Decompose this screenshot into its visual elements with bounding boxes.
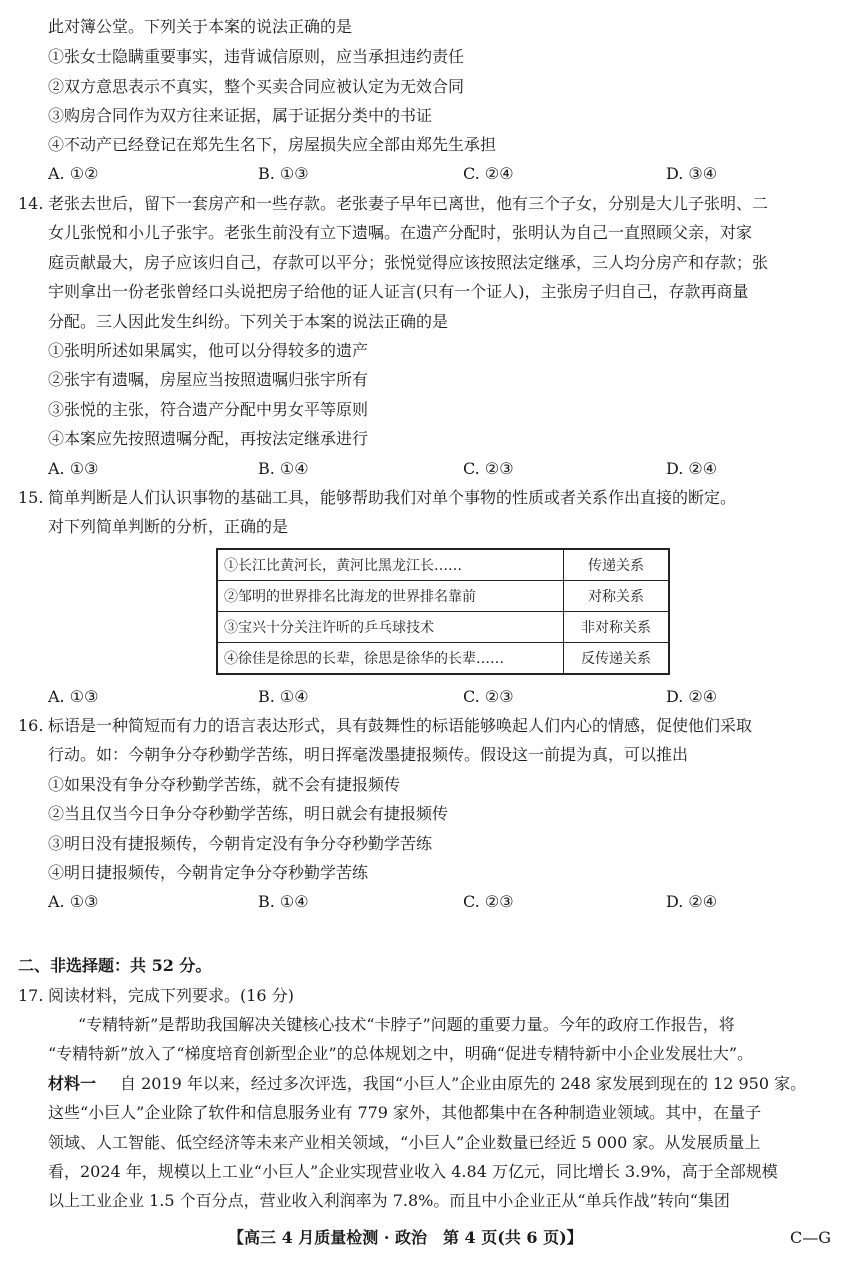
q16-stem-line-2: 行动。如：今朝争分夺秒勤学苦练，明日挥毫泼墨捷报频传。假设这一前提为真，可以推出: [48, 745, 689, 764]
q15-option-a: A. ①③: [48, 687, 99, 706]
q16-number: 16.: [18, 716, 44, 735]
q13-option-a: A. ①②: [48, 164, 99, 183]
q17-number: 17.: [18, 986, 44, 1005]
q14-option-d: D. ②④: [666, 459, 718, 478]
table-row: [217, 549, 669, 581]
q14-stem-line-2: 女儿张悦和小儿子张宇。老张生前没有立下遗嘱。在遗产分配时，张明认为自己一直照顾父亲，对家: [48, 223, 753, 242]
q14-option-c: C. ②③: [463, 459, 514, 478]
q14-item-1: ①张明所述如果属实，他可以分得较多的遗产: [48, 341, 369, 360]
q16-option-a: A. ①③: [48, 892, 99, 911]
q15-relation-3: 非对称关系: [564, 612, 670, 643]
q15-stem-line-2: 对下列简单判断的分析，正确的是: [48, 517, 289, 536]
q17-intro-line-2: “专精特新”放入了“梯度培育创新型企业”的总体规划之中，明确“促进专精特新中小企业发展壮大”。: [48, 1044, 754, 1063]
q15-judgment-table: [216, 548, 670, 675]
q14-item-3: ③张悦的主张，符合遗产分配中男女平等原则: [48, 400, 369, 419]
q14-stem-line-1: 老张去世后，留下一套房产和一些存款。老张妻子早年已离世，他有三个子女，分别是大儿子张明、二: [48, 194, 769, 213]
q17-material-line-5: 以上工业企业 1.5 个百分点，营业收入利润率为 7.8%。而且中小企业正从“单兵作战”转向“集团: [48, 1191, 730, 1210]
q14-item-4: ④本案应先按照遗嘱分配，再按法定继承进行: [48, 429, 369, 448]
q14-options: [48, 458, 828, 480]
q14-option-a: A. ①③: [48, 459, 99, 478]
q14-item-2: ②张宇有遗嘱，房屋应当按照遗嘱归张宇所有: [48, 370, 369, 389]
q15-option-c: C. ②③: [463, 687, 514, 706]
q13-item-2: ②双方意思表示不真实，整个买卖合同应被认定为无效合同: [48, 77, 465, 96]
footer-code: C—G: [790, 1228, 832, 1247]
q16-item-2: ②当且仅当今日争分夺秒勤学苦练，明日就会有捷报频传: [48, 804, 449, 823]
q15-stem-line-1: 简单判断是人们认识事物的基础工具，能够帮助我们对单个事物的性质或者关系作出直接的断定。: [48, 488, 737, 507]
q17-intro-line-1: “专精特新”是帮助我国解决关键核心技术“卡脖子”问题的重要力量。今年的政府工作报告，将: [78, 1015, 735, 1034]
q16-option-d: D. ②④: [666, 892, 718, 911]
q13-item-1: ①张女士隐瞒重要事实，违背诚信原则，应当承担违约责任: [48, 47, 465, 66]
q16-item-3: ③明日没有捷报频传，今朝肯定没有争分夺秒勤学苦练: [48, 834, 433, 853]
q17-material-line-4: 看，2024 年，规模以上工业“小巨人”企业实现营业收入 4.84 万亿元，同比增长 3.9%，高于全部规模: [48, 1162, 778, 1181]
q15-statement-4: ④徐佳是徐思的长辈，徐思是徐华的长辈……: [217, 643, 564, 675]
q13-option-c: C. ②④: [463, 164, 514, 183]
table-row: [217, 612, 669, 643]
q13-option-b: B. ①③: [258, 164, 309, 183]
q14-stem-line-4: 宇则拿出一份老张曾经口头说把房子给他的证人证言(只有一个证人)，主张房子归自己，存款再商量: [48, 282, 749, 301]
q16-options: [48, 891, 828, 913]
section-2-title: 二、非选择题：共 52 分。: [18, 956, 212, 975]
q17-material-line-3: 领域、人工智能、低空经济等未来产业相关领域，“小巨人”企业数量已经近 5 000 家。从发展质量上: [48, 1133, 761, 1152]
page-footer: [0, 1226, 860, 1250]
q17-material-line-2: 这些“小巨人”企业除了软件和信息服务业有 779 家外，其他都集中在各种制造业领域。其中，在量子: [48, 1103, 762, 1122]
q16-item-1: ①如果没有争分夺秒勤学苦练，就不会有捷报频传: [48, 775, 401, 794]
footer-title: 【高三 4 月质量检测 · 政治 第 4 页(共 6 页)】: [228, 1228, 583, 1247]
q13-item-4: ④不动产已经登记在郑先生名下，房屋损失应全部由郑先生承担: [48, 135, 497, 154]
q15-statement-3: ③宝兴十分关注许昕的乒乓球技术: [217, 612, 564, 643]
q14-number: 14.: [18, 194, 44, 213]
q16-stem-line-1: 标语是一种简短而有力的语言表达形式，具有鼓舞性的标语能够唤起人们内心的情感，促使他们采取: [48, 716, 753, 735]
q16-item-4: ④明日捷报频传，今朝肯定争分夺秒勤学苦练: [48, 863, 369, 882]
q17-material-line-1: 自 2019 年以来，经过多次评选，我国“小巨人”企业由原先的 248 家发展到现在的 12 950 家。: [120, 1074, 807, 1093]
q13-item-3: ③购房合同作为双方往来证据，属于证据分类中的书证: [48, 106, 433, 125]
q16-option-b: B. ①④: [258, 892, 309, 911]
q17-material-label: 材料一: [48, 1074, 97, 1093]
q15-relation-1: 传递关系: [564, 549, 670, 581]
table-row: [217, 643, 669, 675]
q15-relation-2: 对称关系: [564, 581, 670, 612]
q13-option-d: D. ③④: [666, 164, 718, 183]
table-row: [217, 581, 669, 612]
q15-option-b: B. ①④: [258, 687, 309, 706]
q15-statement-2: ②邹明的世界排名比海龙的世界排名靠前: [217, 581, 564, 612]
q14-option-b: B. ①④: [258, 459, 309, 478]
q15-statement-1: ①长江比黄河长，黄河比黑龙江长……: [217, 549, 564, 581]
q13-options: [48, 163, 828, 185]
q13-stem-tail: 此对簿公堂。下列关于本案的说法正确的是: [48, 17, 353, 36]
q17-stem: 阅读材料，完成下列要求。(16 分): [48, 986, 294, 1005]
q15-option-d: D. ②④: [666, 687, 718, 706]
q15-number: 15.: [18, 488, 44, 507]
q15-relation-4: 反传递关系: [564, 643, 670, 675]
q14-stem-line-5: 分配。三人因此发生纠纷。下列关于本案的说法正确的是: [48, 312, 449, 331]
q14-stem-line-3: 庭贡献最大，房子应该归自己，存款可以平分；张悦觉得应该按照法定继承，三人均分房产和存款；张: [48, 253, 769, 272]
q15-options: [48, 686, 828, 708]
q16-option-c: C. ②③: [463, 892, 514, 911]
